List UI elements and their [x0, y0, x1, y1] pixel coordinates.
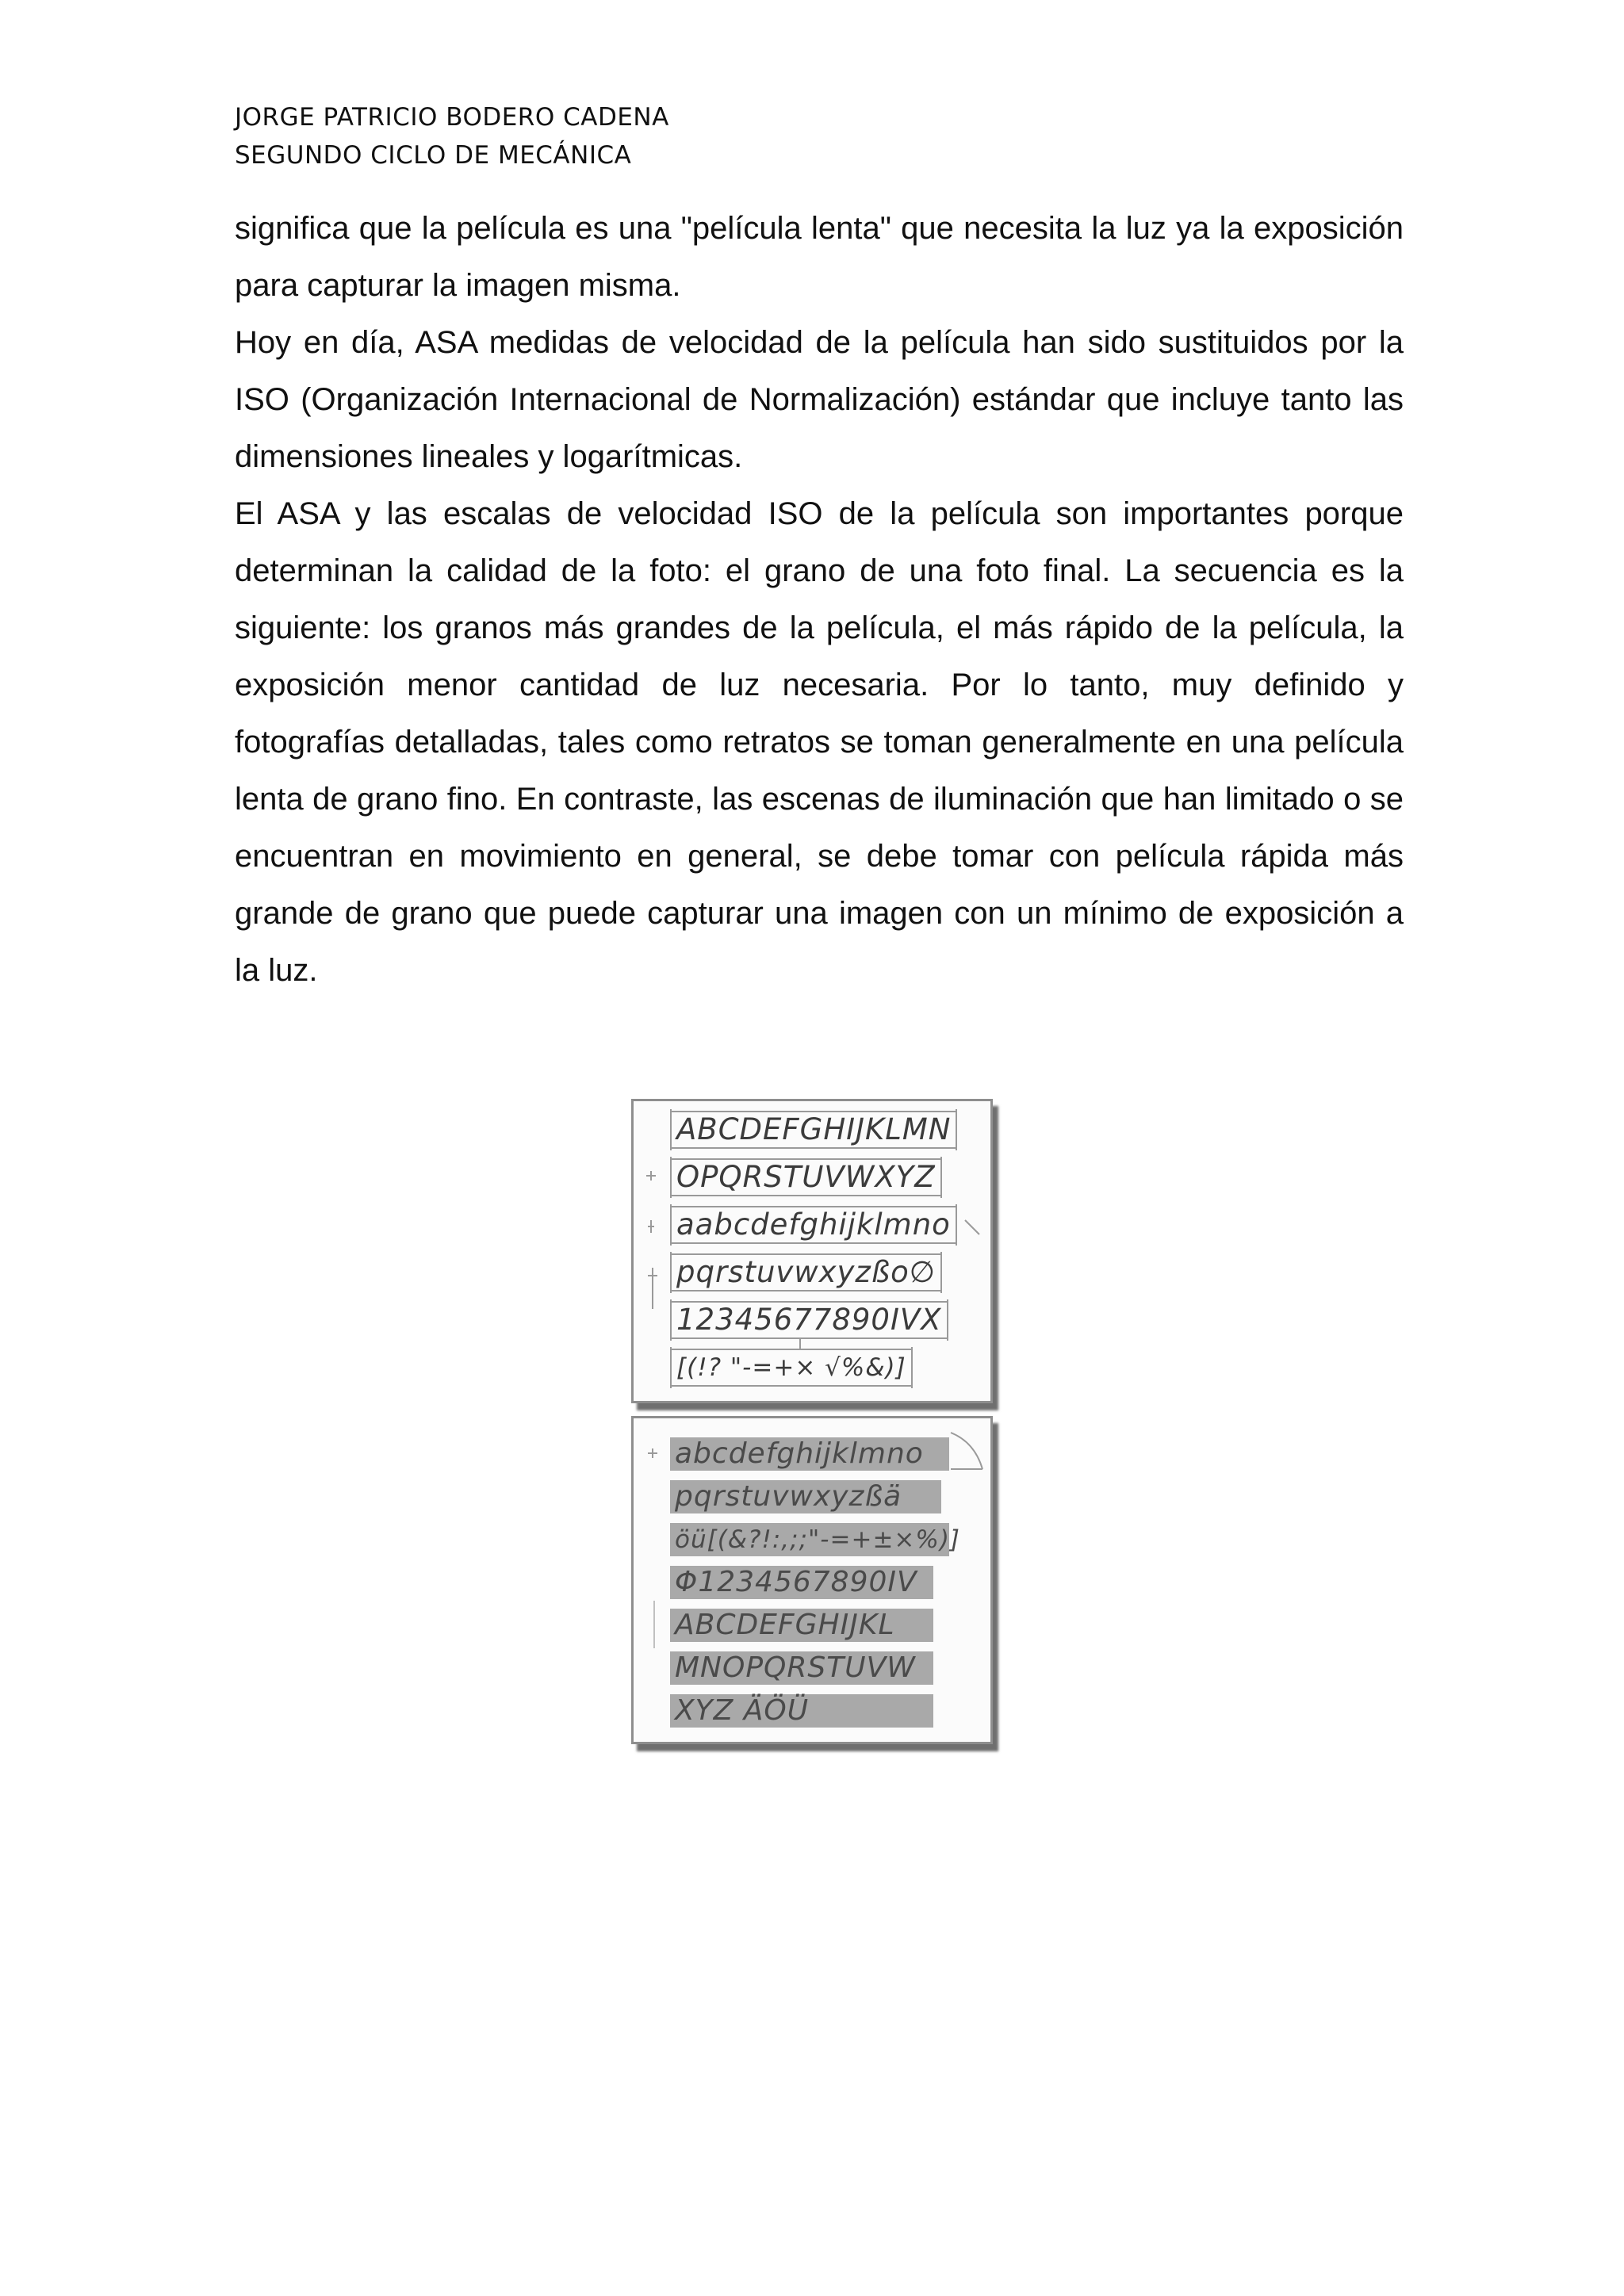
shaded-lettering-panel: [631, 1416, 993, 1744]
stencil-line: pqrstuvwxyzßo∅: [670, 1253, 942, 1292]
shaded-line: XYZ ÄÖÜ: [670, 1694, 933, 1728]
course-name: SEGUNDO CICLO DE MECÁNICA: [235, 141, 632, 170]
shaded-line: ABCDEFGHIJKL: [670, 1609, 933, 1642]
stencil-lettering-panel: [631, 1099, 993, 1403]
author-name: JORGE PATRICIO BODERO CADENA: [235, 103, 669, 132]
shaded-line: Φ1234567890IV: [670, 1566, 933, 1599]
page-header: [235, 98, 669, 174]
stencil-line: OPQRSTUVWXYZ: [670, 1158, 942, 1196]
body-text: [235, 200, 1404, 999]
stencil-line: 12345677890IVX: [670, 1301, 948, 1339]
lettering-figure: [631, 1099, 993, 1757]
paragraph: El ASA y las escalas de velocidad ISO de la película son importantes porque determinan la calidad de la foto: el grano de una foto final. La secuencia es la siguiente: los granos más grandes de la película, el más rápido de la película, la exposición menor cantidad de luz necesaria. Por lo tanto, muy definido y fotografías detalladas, tales como retratos se toman generalmente en una película lenta de grano fino. En contraste, las escenas de iluminación que han limitado o se encuentran en movimiento en general, se debe tomar con película rápida más grande de grano que puede capturar una imagen con un mínimo de exposición a la luz.: [235, 496, 1404, 988]
shaded-line: pqrstuvwxyzßä: [670, 1480, 941, 1513]
stencil-line: [(!? "-=+× √%&)]: [670, 1349, 913, 1387]
stencil-line: aabcdefghijklmno: [670, 1206, 957, 1244]
shaded-line: öü[(&?!:,;;"-=+±×%)]: [670, 1523, 949, 1556]
shaded-line: MNOPQRSTUVW: [670, 1651, 933, 1685]
shaded-line: abcdefghijklmno: [670, 1437, 949, 1471]
stencil-line: ABCDEFGHIJKLMN: [670, 1111, 957, 1149]
paragraph: significa que la película es una "película lenta" que necesita la luz ya la exposición para capturar la imagen misma.: [235, 211, 1404, 303]
paragraph: Hoy en día, ASA medidas de velocidad de la película han sido sustituidos por la ISO (Organización Internacional de Normalización) estándar que incluye tanto las dimensiones lineales y logarítmicas.: [235, 325, 1404, 474]
